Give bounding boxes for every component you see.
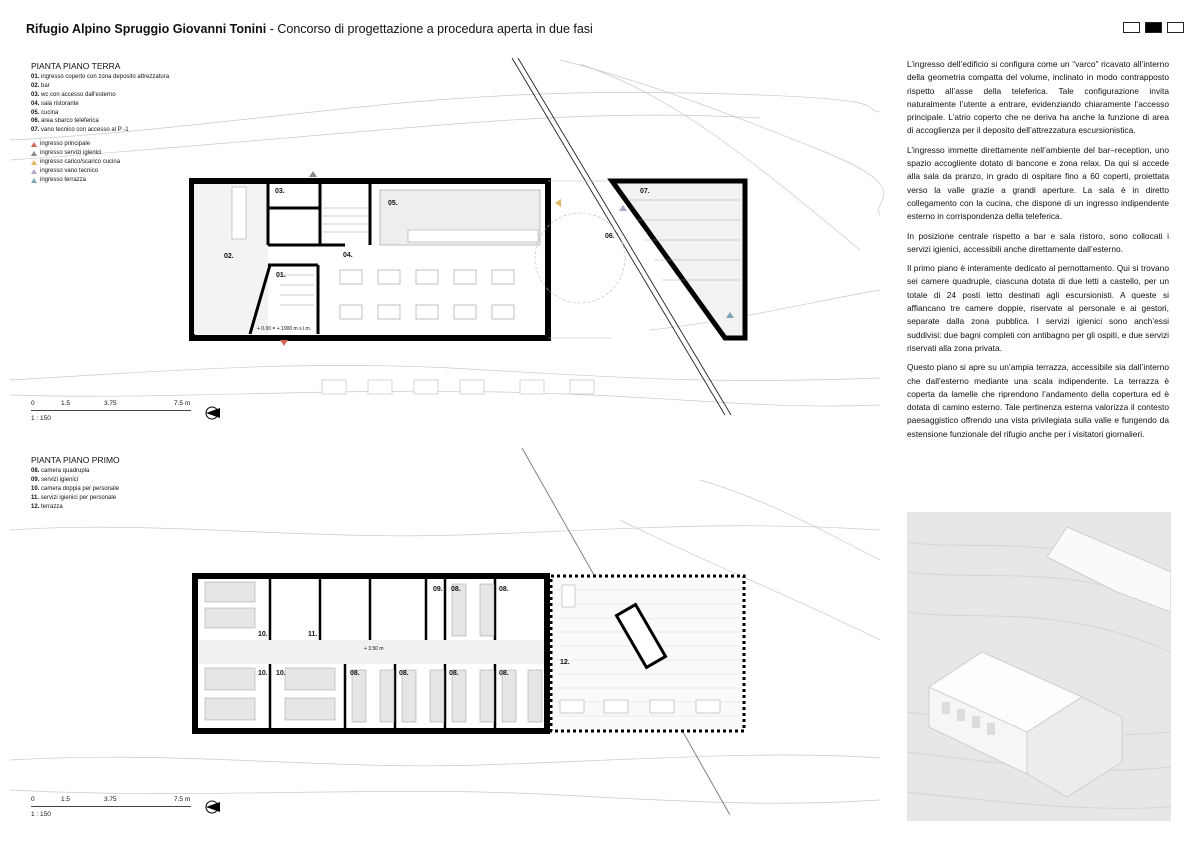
room-label-08d: 08. xyxy=(399,670,409,677)
room-label-06: 06. xyxy=(605,233,615,240)
paragraph: In posizione centrale rispetto a bar e sala ristoro, sono collocati i servizi igienici, accessibili anche direttamente dall’esterno. xyxy=(907,230,1169,254)
room-label-10a: 10. xyxy=(258,631,268,638)
paragraph: L’ingresso immette direttamente nell’ambiente del bar–reception, uno spazio accogliente dotato di bancone e zona relax. Da qui si accede alla sala da pranzo, in grado di ospitare fino a 60 coperti, proiettata verso la valle grazie a grandi aperture. La sala è in diretto collegamento con la cucina, che dispone di un ingresso indipendente esterno in corrispondenza della teleferica. xyxy=(907,144,1169,222)
triangle-icon xyxy=(31,151,37,156)
entrance-kitchen: ingresso carico/scarico cucina xyxy=(31,158,169,167)
room-label-07: 07. xyxy=(640,188,650,195)
room-label-11: 11. xyxy=(308,631,318,638)
first-floor-plan xyxy=(195,576,744,731)
title-rest: - Concorso di progettazione a procedura aperta in due fasi xyxy=(266,22,593,36)
triangle-icon xyxy=(31,142,37,147)
triangle-icon xyxy=(31,169,37,174)
entrance-wc: ingresso servizi igienici xyxy=(31,149,169,158)
page-indicator-3[interactable] xyxy=(1167,22,1184,33)
room-label-05: 05. xyxy=(388,200,398,207)
page-indicator-2-active[interactable] xyxy=(1145,22,1162,33)
axonometric-model xyxy=(907,512,1171,821)
entrance-terrace: ingresso terrazza xyxy=(31,176,169,185)
triangle-icon xyxy=(31,178,37,183)
room-label-04: 04. xyxy=(343,252,353,259)
room-label-10c: 10. xyxy=(276,670,286,677)
room-label-10b: 10. xyxy=(258,670,268,677)
room-label-12: 12. xyxy=(560,659,570,666)
room-label-08e: 08. xyxy=(449,670,459,677)
paragraph: Il primo piano è interamente dedicato al pernottamento. Qui si trovano sei camere quadruple, ciascuna dotata di due letti a castello, per un totale di 24 posti letto destinati agli escursionisti. A queste si affiancano tre camere doppie, riservate al personale e ai gestori, separate dalla zona pubblica. I servizi igienici sono anch’essi suddivisi: due bagni completi con antibagno per gli ospiti, e due servizi riservati alla zona privata. xyxy=(907,263,1169,353)
entrance-technical: ingresso vano tecnico xyxy=(31,167,169,176)
ground-floor-plan xyxy=(192,171,745,346)
scale-bar-ground: 0 1.5 3.75 7.5 m 1 : 150 xyxy=(31,400,191,422)
first-heading: PIANTA PIANO PRIMO xyxy=(31,455,120,465)
room-label-03: 03. xyxy=(275,188,285,195)
paragraph: L’ingresso dell’edificio si configura come un “varco” ricavato all’interno della geometria compatta del volume, inclinato in modo contrapposto rispetto all’asse della teleferica. Tale configurazione invita naturalmente l’utente a entrare, evidenziando chiaramente l’accesso principale. L’atrio coperto che ne deriva ha anche la funzione di area di accoglienza per il deposito dell’attrezzatura escursionistica. xyxy=(907,59,1169,136)
title-bold: Rifugio Alpino Spruggio Giovanni Tonini xyxy=(26,22,267,36)
triangle-icon xyxy=(31,160,37,165)
page-indicator-1[interactable] xyxy=(1123,22,1140,33)
room-label-02: 02. xyxy=(224,253,234,260)
project-description xyxy=(907,58,1169,447)
scale-bar-first: 0 1.5 3.75 7.5 m 1 : 150 xyxy=(31,796,191,818)
first-legend: PIANTA PIANO PRIMO 08. camera quadrupla 09. servizi igienici 10. camera doppia per personale 11. servizi igienici per personale 12. terrazza xyxy=(31,455,120,510)
ground-level-marker: + 0.00 = + 1900 m s.l.m. xyxy=(257,326,312,332)
room-label-08b: 08. xyxy=(499,586,509,593)
north-arrow-first xyxy=(206,801,220,813)
room-label-08a: 08. xyxy=(451,586,461,593)
room-label-08f: 08. xyxy=(499,670,509,677)
first-level-marker: + 3.50 m xyxy=(364,646,384,652)
room-label-08c: 08. xyxy=(350,670,360,677)
model-render xyxy=(907,512,1171,821)
page-navigator[interactable] xyxy=(1123,22,1184,33)
entrance-main: ingresso principale xyxy=(31,140,169,149)
ground-heading: PIANTA PIANO TERRA xyxy=(31,61,121,71)
paragraph: Questo piano si apre su un’ampia terrazza, accessibile sia dall’interno che dall’esterno mediante una scala indipendente. La terrazza è coperta da lamelle che riprendono l’andamento della copertura ed è dotata di camino esterno. Tale pertinenza esterna valorizza il contesto paesaggistico offrendo una vista privilegiata sulla valle e fungendo da estensione funzionale del rifugio anche per i visitatori giornalieri. xyxy=(907,362,1169,439)
north-arrow-ground xyxy=(206,407,220,419)
room-label-01: 01. xyxy=(276,272,286,279)
room-label-09: 09. xyxy=(433,586,443,593)
ground-legend: PIANTA PIANO TERRA 01. ingresso coperto con zona deposito attrezzatura 02. bar 03. wc con accesso dall'esterno 04. sala ristorante 05. cucina 06. area sbarco teleferica 07. vano tecnico con accesso al P -1 ingresso principale ingresso servizi igienici ingresso carico/scarico cucina ingresso vano tecnico ingresso terrazza xyxy=(31,61,170,183)
